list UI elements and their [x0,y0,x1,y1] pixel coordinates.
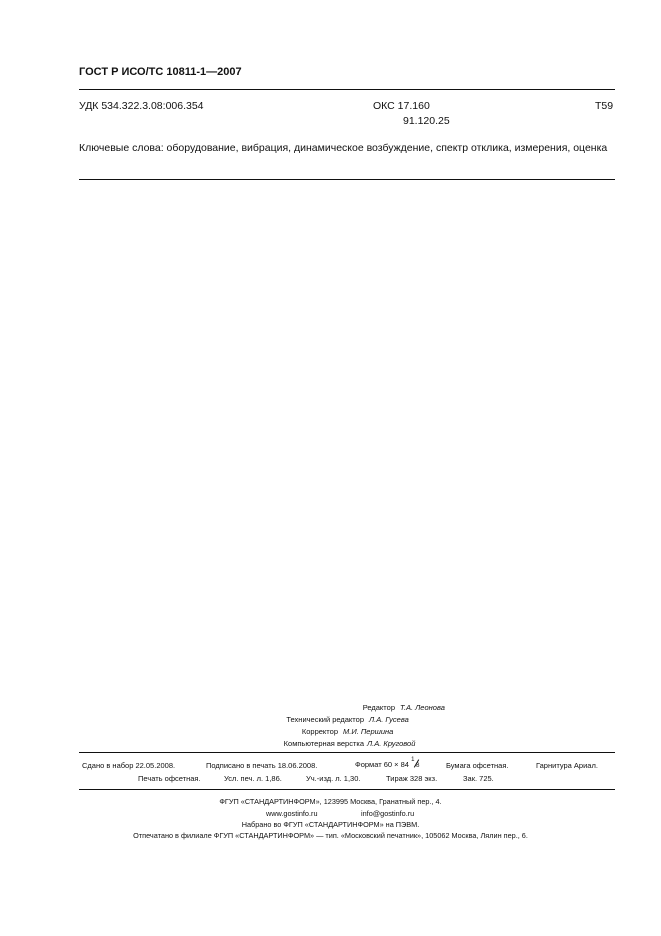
document-code: ГОСТ Р ИСО/ТС 10811-1—2007 [79,66,242,78]
signed-date: Подписано в печать 18.06.2008. [206,761,318,770]
oks-code-2: 91.120.25 [403,115,450,127]
tech-editor-label: Технический редактор [286,715,364,724]
paper: Бумага офсетная. [446,761,509,770]
header-divider [79,89,615,90]
publisher-address: ФГУП «СТАНДАРТИНФОРМ», 123995 Москва, Гранатный пер., 4. [219,797,442,806]
order-number: Зак. 725. [463,774,494,783]
pub-sheets: Уч.-изд. л. 1,30. [306,774,361,783]
print-run: Тираж 328 экз. [386,774,438,783]
format: Формат 60 × 84 1 8 [355,757,420,769]
printing-info: Отпечатано в филиале ФГУП «СТАНДАРТИНФОРМ» — тип. «Московский печатник», 105062 Москва, Лялин пер., 6. [133,831,528,840]
credits-divider [79,752,615,753]
publisher-email[interactable]: info@gostinfo.ru [361,809,415,818]
format-fraction: 1 8 [411,757,420,769]
print-type: Печать офсетная. [138,774,201,783]
typeface: Гарнитура Ариал. [536,761,598,770]
layout-name: Л.А. Круговой [367,739,416,748]
typeset-date: Сдано в набор 22.05.2008. [82,761,176,770]
oks-code: ОКС 17.160 [373,100,430,112]
corrector-name: М.И. Першина [343,727,394,736]
editor-name: Т.А. Леонова [400,703,445,712]
corrector-label: Корректор [301,727,338,736]
group-code: Т59 [595,100,614,112]
tech-editor-name: Л.А. Гусева [369,715,409,724]
editor-label: Редактор [362,703,395,712]
imprint-divider [79,789,615,790]
publisher-website[interactable]: www.gostinfo.ru [266,809,318,818]
udk-code: УДК 534.322.3.08:006.354 [79,100,204,112]
typeset-info: Набрано во ФГУП «СТАНДАРТИНФОРМ» на ПЭВМ. [241,820,420,829]
cond-sheets: Усл. печ. л. 1,86. [224,774,282,783]
layout-label: Компьютерная верстка [283,739,364,748]
keywords: Ключевые слова: оборудование, вибрация, динамическое возбуждение, спектр отклика, измерения, оценка [79,142,608,154]
keywords-divider [79,179,615,180]
